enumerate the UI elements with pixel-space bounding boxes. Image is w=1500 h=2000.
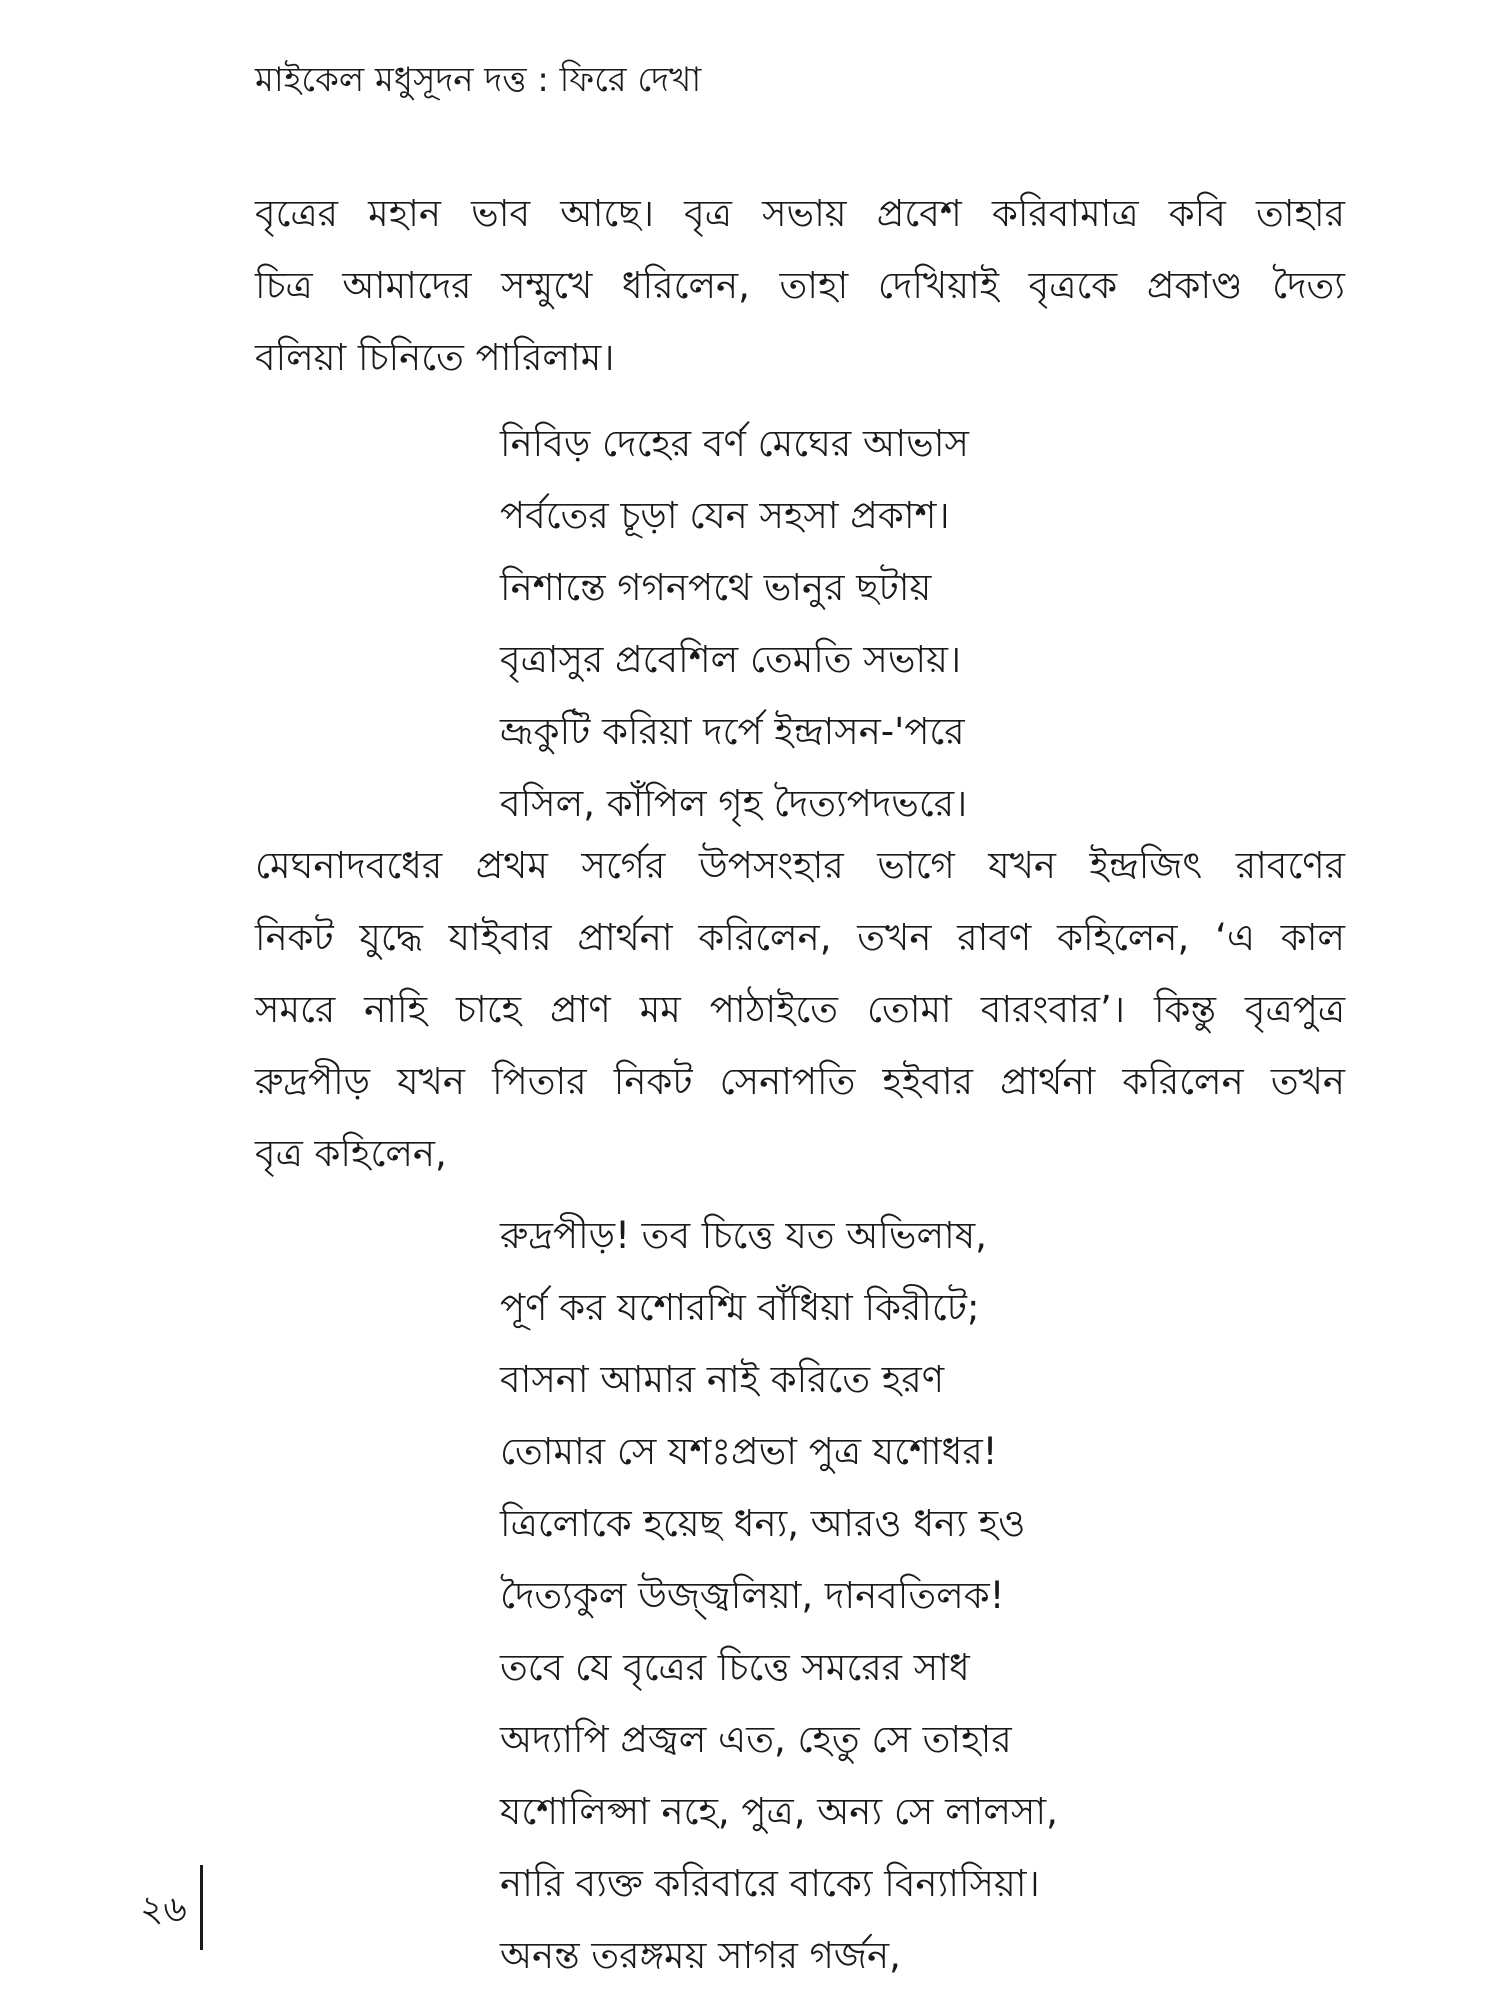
verse-line: পর্বতের চূড়া যেন সহসা প্রকাশ।	[500, 494, 950, 537]
verse-line: ভ্রূকুটি করিয়া দর্পে ইন্দ্রাসন-'পরে	[500, 710, 965, 753]
text-line: বৃত্রের মহান ভাব আছে। বৃত্র সভায় প্রবেশ করিবামাত্র কবি তাহার	[255, 192, 1345, 235]
verse-line: ত্রিলোকে হয়েছ ধন্য, আরও ধন্য হও	[500, 1502, 1026, 1545]
verse-line: অদ্যাপি প্রজ্বল এত, হেতু সে তাহার	[500, 1718, 1012, 1761]
text-line: চিত্র আমাদের সম্মুখে ধরিলেন, তাহা দেখিয়াই বৃত্রকে প্রকাণ্ড দৈত্য	[255, 264, 1345, 307]
running-head: মাইকেল মধুসূদন দত্ত : ফিরে দেখা	[255, 60, 702, 100]
text-line: নিকট যুদ্ধে যাইবার প্রার্থনা করিলেন, তখন রাবণ কহিলেন, ‘এ কাল	[255, 916, 1345, 959]
verse-block-2	[500, 1200, 1058, 1992]
folio-divider	[200, 1865, 203, 1950]
text-line: রুদ্রপীড় যখন পিতার নিকট সেনাপতি হইবার প্রার্থনা করিলেন তখন	[255, 1060, 1345, 1103]
text-line: বৃত্র কহিলেন,	[255, 1132, 447, 1175]
text-line: বলিয়া চিনিতে পারিলাম।	[255, 336, 615, 379]
verse-line: যশোলিপ্সা নহে, পুত্র, অন্য সে লালসা,	[500, 1790, 1058, 1833]
text-line: মেঘনাদবধের প্রথম সর্গের উপসংহার ভাগে যখন ইন্দ্রজিৎ রাবণের	[255, 844, 1345, 887]
verse-line: বসিল, কাঁপিল গৃহ দৈত্যপদভরে।	[500, 782, 968, 825]
verse-line: নারি ব্যক্ত করিবারে বাক্যে বিন্যাসিয়া।	[500, 1862, 1040, 1905]
verse-line: তবে যে বৃত্রের চিত্তে সমরের সাধ	[500, 1646, 970, 1689]
verse-line: নিশান্তে গগনপথে ভানুর ছটায়	[500, 566, 932, 609]
verse-line: বৃত্রাসুর প্রবেশিল তেমতি সভায়।	[500, 638, 962, 681]
verse-line: রুদ্রপীড়! তব চিত্তে যত অভিলাষ,	[500, 1214, 987, 1257]
verse-block-1	[500, 408, 969, 840]
verse-line: পূর্ণ কর যশোরশ্মি বাঁধিয়া কিরীটে;	[500, 1286, 980, 1329]
verse-line: বাসনা আমার নাই করিতে হরণ	[500, 1358, 945, 1401]
verse-line: দৈত্যকুল উজ্জ্বলিয়া, দানবতিলক!	[500, 1574, 1005, 1617]
verse-line: তোমার সে যশঃপ্রভা পুত্র যশোধর!	[500, 1430, 998, 1473]
prose-paragraph-1	[255, 178, 1345, 394]
prose-paragraph-2	[255, 830, 1345, 1190]
verse-line: অনন্ত তরঙ্গময় সাগর গর্জন,	[500, 1934, 901, 1977]
verse-line: নিবিড় দেহের বর্ণ মেঘের আভাস	[500, 422, 969, 465]
page-number: ২৬	[140, 1889, 187, 1930]
text-line: সমরে নাহি চাহে প্রাণ মম পাঠাইতে তোমা বারংবার’। কিন্তু বৃত্রপুত্র	[255, 988, 1345, 1031]
